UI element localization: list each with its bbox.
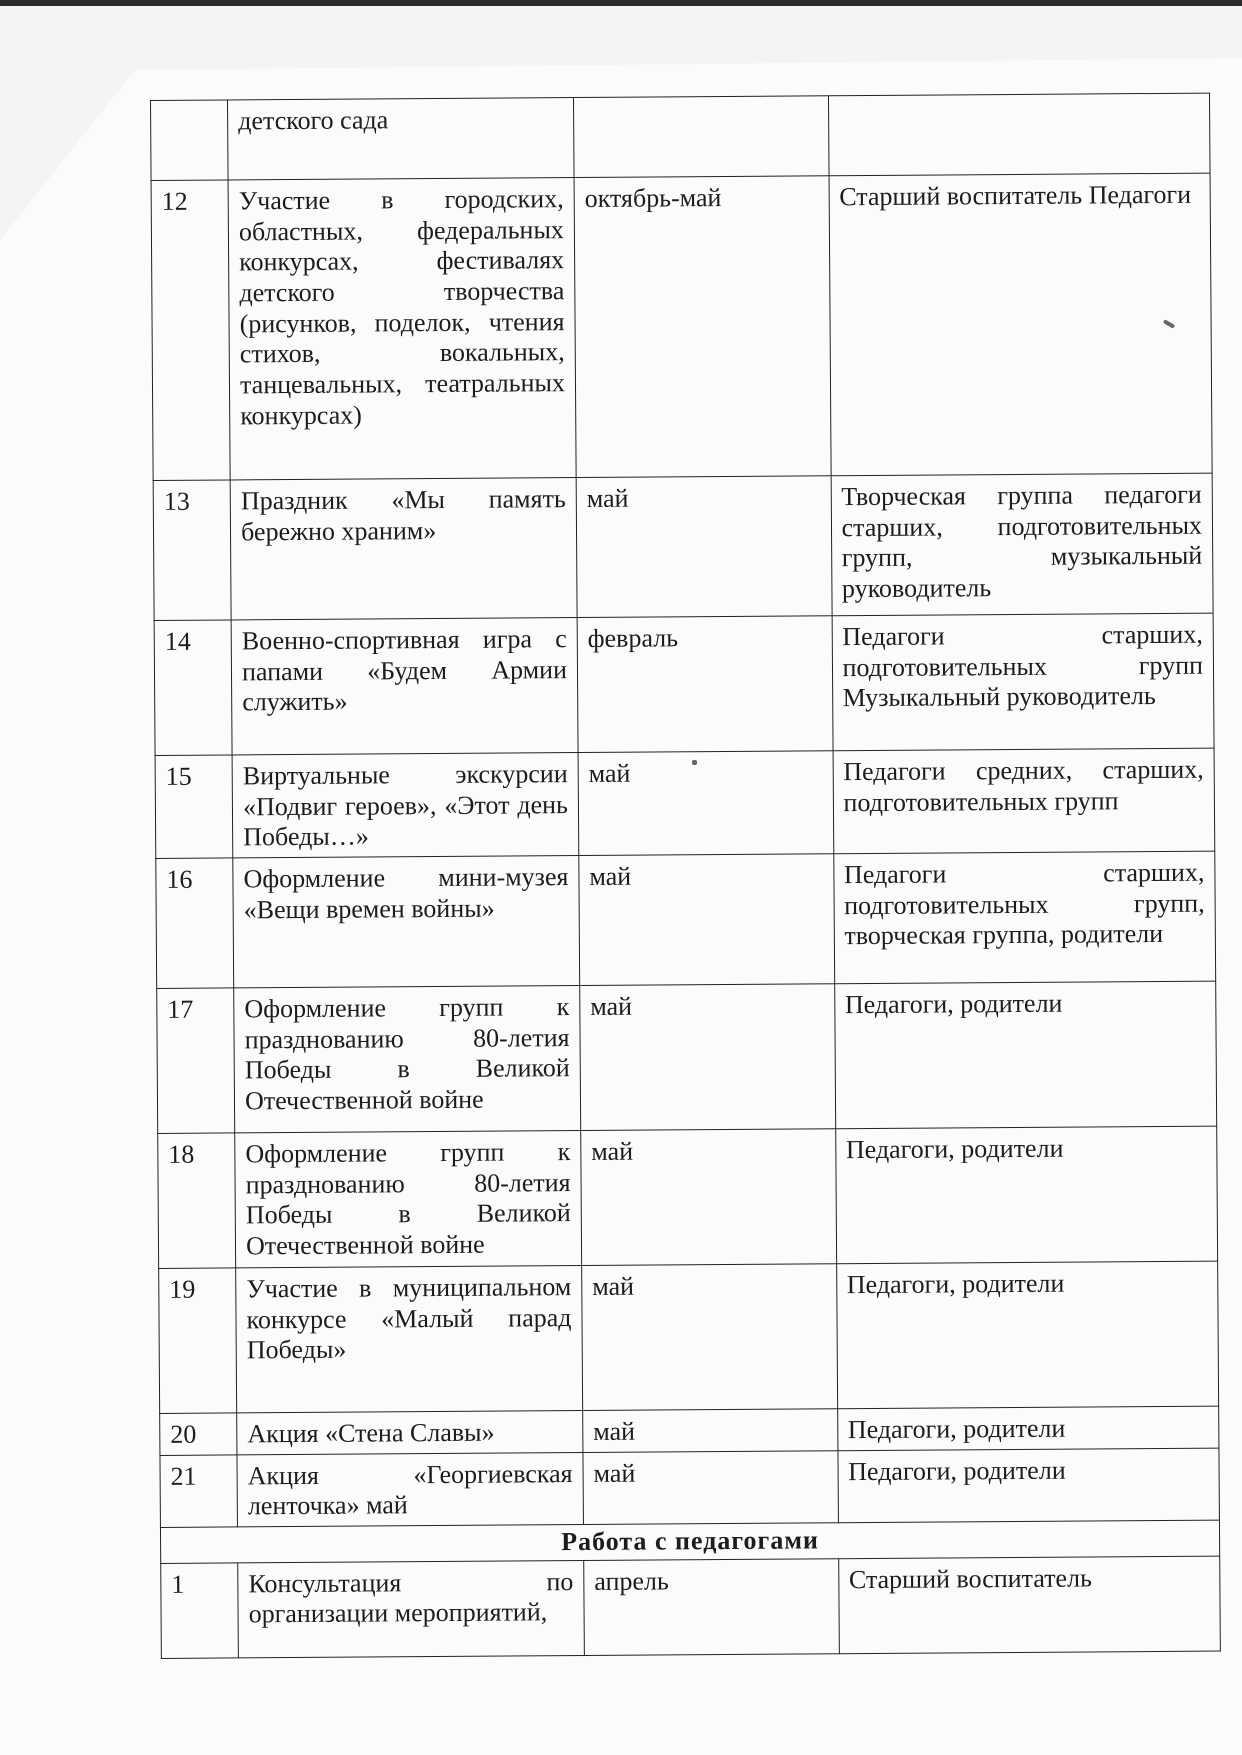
event-date: май xyxy=(579,854,834,986)
row-number: 17 xyxy=(157,988,235,1134)
row-number: 20 xyxy=(160,1413,237,1455)
table-row xyxy=(153,473,1213,620)
row-number: 15 xyxy=(155,755,233,859)
event-date: октябрь-май xyxy=(574,176,831,478)
event-name: Участие в муниципальном конкурсе «Малый парад Победы» xyxy=(236,1266,583,1413)
event-name: Оформление групп к празднованию 80-летия Победы в Великой Отечественной войне xyxy=(235,1131,582,1268)
event-responsible: Педагоги, родители xyxy=(836,1261,1218,1409)
event-date: май xyxy=(576,476,832,618)
event-name: Консультация по организации мероприятий, xyxy=(238,1560,585,1657)
event-name: Виртуальные экскурсии «Подвиг героев», «Этот день Победы…» xyxy=(232,753,579,858)
event-name: Оформление мини-музея «Вещи времен войны» xyxy=(233,856,580,988)
event-responsible: Педагоги, родители xyxy=(834,981,1216,1129)
event-date: май xyxy=(578,751,833,856)
row-number: 19 xyxy=(159,1268,237,1414)
row-number: 14 xyxy=(154,620,232,756)
event-date: май xyxy=(580,984,836,1131)
row-number xyxy=(151,100,229,181)
row-number: 21 xyxy=(160,1455,238,1528)
event-responsible: Старший воспитатель Педагоги xyxy=(829,173,1213,476)
event-name: Участие в городских, областных, федеральных конкурсах, фестивалях детского творчества (рисунков, поделок, чтения стихов, вокальных, танцевальных, театральных конкурсах) xyxy=(228,178,576,480)
table-row xyxy=(155,748,1215,858)
table-row xyxy=(160,1406,1219,1455)
row-number: 18 xyxy=(158,1133,236,1269)
table-row xyxy=(157,981,1217,1133)
event-name: Военно-спортивная игра с папами «Будем Армии служить» xyxy=(231,618,578,755)
event-name: Акция «Георгиевская ленточка» май xyxy=(237,1452,583,1527)
event-date: май xyxy=(583,1409,838,1452)
event-date: апрель xyxy=(584,1558,839,1655)
table-row xyxy=(160,1448,1219,1528)
scan-speck xyxy=(692,760,697,765)
row-number: 13 xyxy=(153,480,231,621)
row-number: 1 xyxy=(161,1563,239,1659)
event-responsible: Старший воспитатель xyxy=(838,1556,1220,1654)
table-row xyxy=(161,1556,1221,1658)
document-page xyxy=(150,93,1221,1659)
table-row xyxy=(154,613,1214,755)
table-row xyxy=(151,173,1212,480)
event-responsible: Педагоги, родители xyxy=(837,1406,1219,1450)
events-table xyxy=(150,93,1221,1659)
event-name: детского сада xyxy=(228,98,574,180)
section-title: Работа с педагогами xyxy=(160,1520,1219,1563)
event-name: Оформление групп к празднованию 80-летия Победы в Великой Отечественной войне xyxy=(234,986,581,1133)
event-name: Акция «Стена Славы» xyxy=(237,1411,583,1455)
event-responsible: Педагоги, родители xyxy=(835,1126,1217,1264)
event-responsible: Педагоги средних, старших, подготовительных групп xyxy=(833,748,1215,854)
table-row xyxy=(158,1126,1218,1268)
table-row-continued xyxy=(151,93,1211,180)
event-date xyxy=(573,96,828,178)
event-responsible: Педагоги, родители xyxy=(838,1448,1220,1523)
scan-top-edge xyxy=(0,0,1242,6)
event-date: май xyxy=(583,1450,838,1524)
table-row xyxy=(156,851,1216,988)
event-responsible: Педагоги старших, подготовительных групп Музыкальный руководитель xyxy=(832,613,1214,751)
event-responsible xyxy=(828,93,1210,176)
events-table-body xyxy=(151,93,1221,1658)
event-date: февраль xyxy=(577,616,833,753)
event-responsible: Педагоги старших, подготовительных групп, творческая группа, родители xyxy=(833,851,1215,984)
table-row xyxy=(159,1261,1219,1413)
event-date: май xyxy=(581,1129,837,1266)
row-number: 12 xyxy=(151,180,230,481)
row-number: 16 xyxy=(156,858,234,989)
event-date: май xyxy=(582,1264,838,1411)
event-responsible: Творческая группа педагоги старших, подготовительных групп, музыкальный руководитель xyxy=(831,473,1213,616)
event-name: Праздник «Мы память бережно храним» xyxy=(230,478,577,620)
